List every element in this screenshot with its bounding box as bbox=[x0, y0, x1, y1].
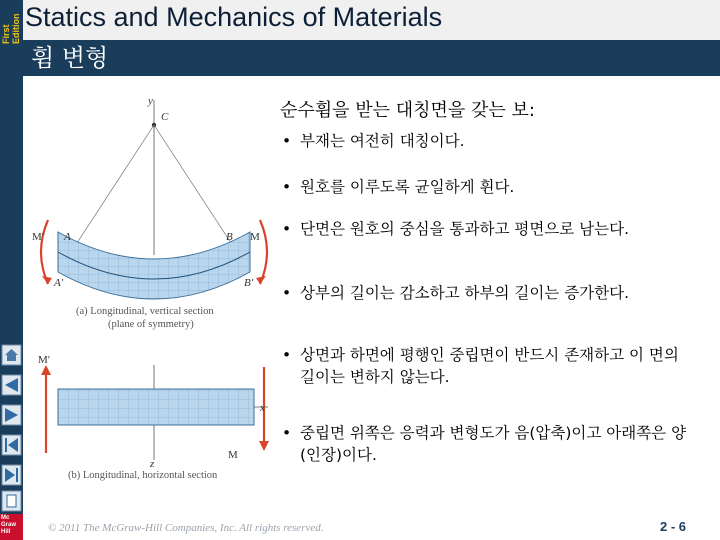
label-y: y bbox=[148, 95, 153, 107]
exit-icon[interactable] bbox=[0, 488, 23, 514]
course-title: Statics and Mechanics of Materials bbox=[25, 2, 443, 32]
edition-line2: Edition bbox=[11, 13, 21, 44]
moment-arrow-right bbox=[260, 220, 267, 284]
edition-line1: First bbox=[1, 24, 11, 44]
figure-b-horizontal-section bbox=[28, 345, 278, 485]
figure-a-caption-line2: (plane of symmetry) bbox=[108, 319, 194, 330]
left-sidebar bbox=[0, 0, 23, 540]
figure-a-caption-line1: (a) Longitudinal, vertical section bbox=[76, 306, 214, 317]
list-item: • 상면과 하면에 평행인 중립면이 반드시 존재하고 이 면의 길이는 변하지 않는다. bbox=[278, 344, 698, 388]
list-item: • 단면은 원호의 중심을 통과하고 평면으로 남는다. bbox=[278, 218, 698, 240]
list-item: • 상부의 길이는 감소하고 하부의 길이는 증가한다. bbox=[278, 282, 698, 304]
page-number: 2 - 6 bbox=[660, 519, 687, 534]
label-a: A bbox=[64, 231, 71, 243]
home-icon[interactable] bbox=[0, 342, 23, 368]
list-item: • 중립면 위쪽은 응력과 변형도가 음(압축)이고 아래쪽은 양(인장)이다. bbox=[278, 422, 698, 466]
moment-arrow-left bbox=[41, 220, 48, 284]
label-m-bottom: M bbox=[228, 449, 238, 461]
label-z: z bbox=[150, 458, 155, 470]
figure-a-vertical-section bbox=[28, 90, 278, 330]
publisher-logo bbox=[0, 514, 23, 540]
label-x: x bbox=[260, 402, 265, 414]
label-b: B bbox=[226, 231, 233, 243]
label-m-prime-top: M′ bbox=[38, 354, 51, 366]
label-m-right: M bbox=[250, 231, 260, 243]
edition-badge bbox=[0, 0, 23, 48]
content-title: 순수휨을 받는 대칭면을 갖는 보: bbox=[280, 100, 535, 121]
copyright-text: © 2011 The McGraw-Hill Companies, Inc. All rights reserved. bbox=[48, 522, 324, 534]
previous-icon[interactable] bbox=[0, 372, 23, 398]
section-title: 휨 변형 bbox=[31, 44, 109, 72]
list-item: • 부재는 여전히 대칭이다. bbox=[278, 130, 698, 152]
section-title-bar bbox=[23, 40, 720, 76]
label-b-prime: B′ bbox=[244, 277, 254, 289]
publisher-logo-text: Mc Graw Hill bbox=[1, 515, 17, 535]
label-m-prime-left: M′ bbox=[32, 231, 45, 243]
next-icon[interactable] bbox=[0, 402, 23, 428]
flat-beam-grid bbox=[58, 389, 254, 425]
label-a-prime: A′ bbox=[54, 277, 64, 289]
last-slide-icon[interactable] bbox=[0, 462, 23, 488]
label-c: C bbox=[161, 111, 169, 123]
list-item: • 원호를 이루도록 균일하게 휜다. bbox=[278, 176, 698, 198]
figure-b-caption: (b) Longitudinal, horizontal section bbox=[68, 470, 218, 481]
header-bar bbox=[23, 0, 720, 40]
first-slide-icon[interactable] bbox=[0, 432, 23, 458]
